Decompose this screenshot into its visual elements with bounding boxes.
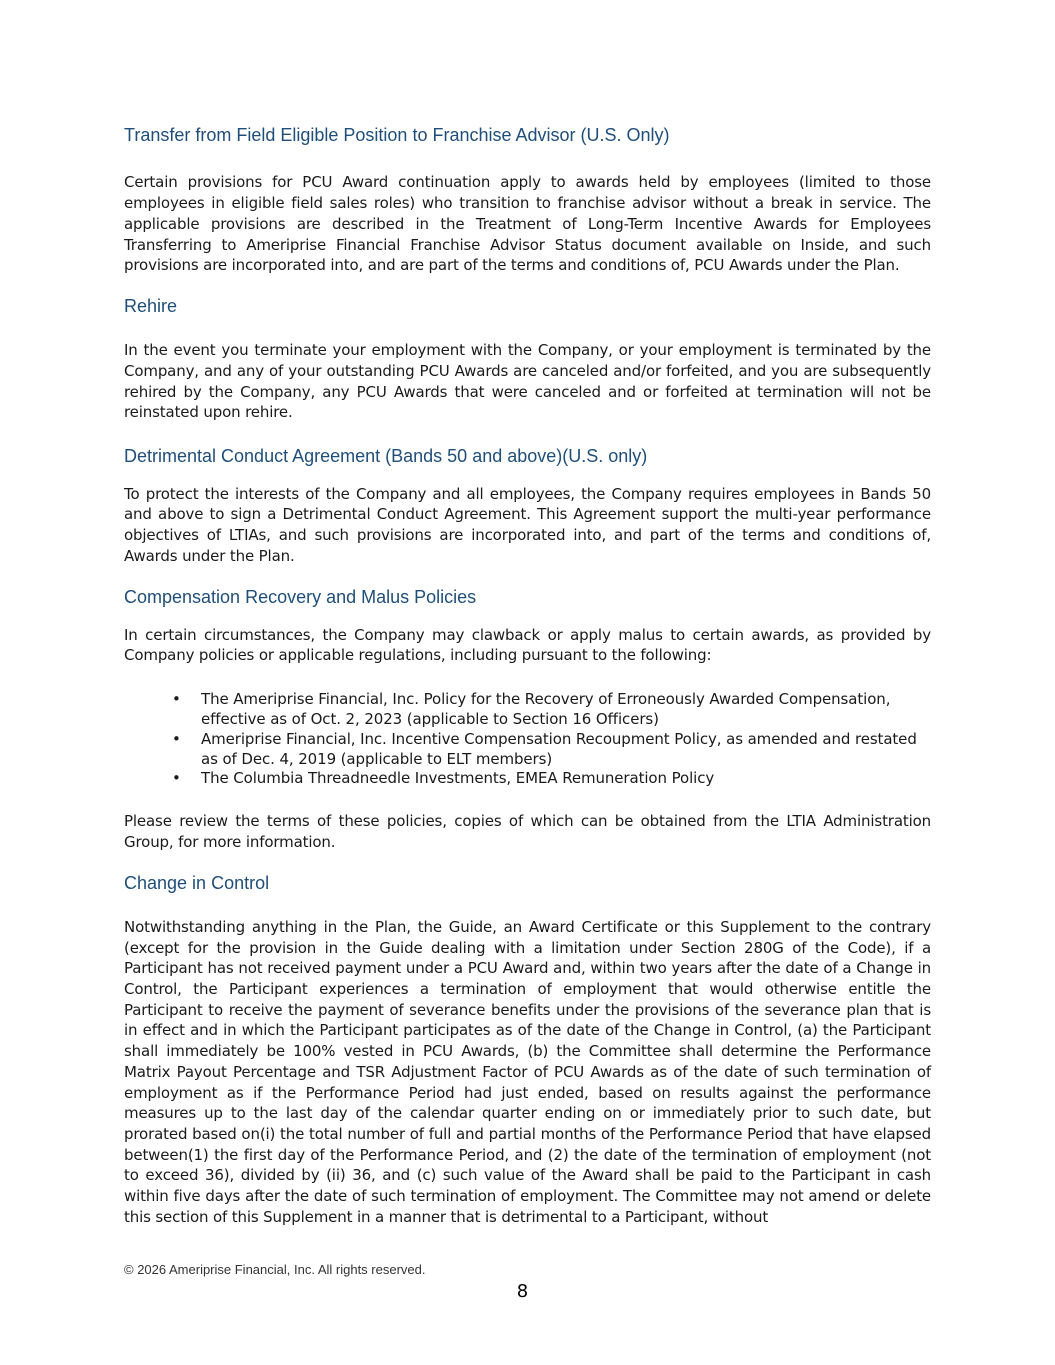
section-paragraph: To protect the interests of the Company and all employees, the Company requires employees in Bands 50 and above to sign a Detrimental Conduct Agreement. This Agreement support the multi-year performance objectives of LTIAs, and such provisions are incorporated into, and part of the terms and conditions of, Awards under the Plan. <box>124 484 931 565</box>
section-paragraph: Certain provisions for PCU Award continuation apply to awards held by employees (limited to those employees in eligible field sales roles) who transition to franchise advisor without a break in service. The applicable provisions are described in the Treatment of Long-Term Incentive Awards for Employees Transferring to Ameriprise Financial Franchise Advisor Status document available on Inside, and such provisions are incorporated into, and are part of the terms and conditions of, PCU Awards under the Plan. <box>124 173 931 275</box>
section-change-in-control <box>124 872 931 1228</box>
section-paragraph: In the event you terminate your employment with the Company, or your employment is terminated by the Company, and any of your outstanding PCU Awards are canceled and/or forfeited, and you are subsequently rehired by the Company, any PCU Awards that were canceled and or forfeited at termination will not be reinstated upon rehire. <box>124 341 931 422</box>
section-detrimental-conduct <box>124 445 931 566</box>
list-item <box>172 769 931 789</box>
copyright-footer: © 2026 Ameriprise Financial, Inc. All rights reserved. <box>124 1262 426 1277</box>
bullet-icon: • <box>172 729 181 748</box>
section-heading: Compensation Recovery and Malus Policies <box>124 587 477 608</box>
bullet-icon: • <box>172 690 181 709</box>
list-item <box>172 730 931 770</box>
list-item-text: The Columbia Threadneedle Investments, EMEA Remuneration Policy <box>201 769 715 788</box>
section-heading: Detrimental Conduct Agreement (Bands 50 and above)(U.S. only) <box>124 446 648 467</box>
section-heading: Transfer from Field Eligible Position to Franchise Advisor (U.S. Only) <box>124 125 670 145</box>
section-intro: In certain circumstances, the Company may clawback or apply malus to certain awards, as provided by Company policies or applicable regulations, including pursuant to the following: <box>124 625 931 665</box>
document-page <box>124 120 931 1227</box>
list-item-text: Ameriprise Financial, Inc. Incentive Compensation Recoupment Policy, as amended and restated as of Dec. 4, 2019 (applicable to ELT members) <box>201 729 917 768</box>
section-closing: Please review the terms of these policies, copies of which can be obtained from the LTIA Administration Group, for more information. <box>124 812 931 851</box>
section-paragraph: Notwithstanding anything in the Plan, the Guide, an Award Certificate or this Supplement to the contrary (except for the provision in the Guide dealing with a limitation under Section 280G of the Code), if a Participant has not received payment under a PCU Award and, within two years after the date of a Change in Control, the Participant experiences a termination of employment that would otherwise entitle the Participant to receive the payment of severance benefits under the provisions of the severance plan that is in effect and in which the Participant participates as of the date of the Change in Control, (a) the Participant shall immediately be 100% vested in PCU Awards, (b) the Committee shall determine the Performance Matrix Payout Percentage and TSR Adjustment Factor of PCU Awards as of the date of such termination of employment as if the Performance Period had just ended, based on results against the performance measures up to the last day of the calendar quarter ending on or immediately prior to such date, but prorated based on(i) the total number of full and partial months of the Performance Period that have elapsed between(1) the first day of the Performance Period, and (2) the date of the termination of employment (not to exceed 36), divided by (ii) 36, and (c) such value of the Award shall be paid to the Participant in cash within five days after the date of such termination of employment. The Committee may not amend or delete this section of this Supplement in a manner that is detrimental to a Participant, without <box>124 917 931 1226</box>
bullet-icon: • <box>172 769 181 788</box>
section-compensation-recovery <box>124 586 931 852</box>
section-rehire <box>124 295 931 423</box>
section-transfer <box>124 124 931 276</box>
list-item-text: The Ameriprise Financial, Inc. Policy for the Recovery of Erroneously Awarded Compensation, effective as of Oct. 2, 2023 (applicable to Section 16 Officers) <box>201 690 891 728</box>
list-item <box>172 690 931 730</box>
policy-list <box>124 690 931 789</box>
section-heading: Rehire <box>124 295 178 316</box>
section-heading: Change in Control <box>124 872 270 893</box>
page-number: 8 <box>516 1281 529 1302</box>
